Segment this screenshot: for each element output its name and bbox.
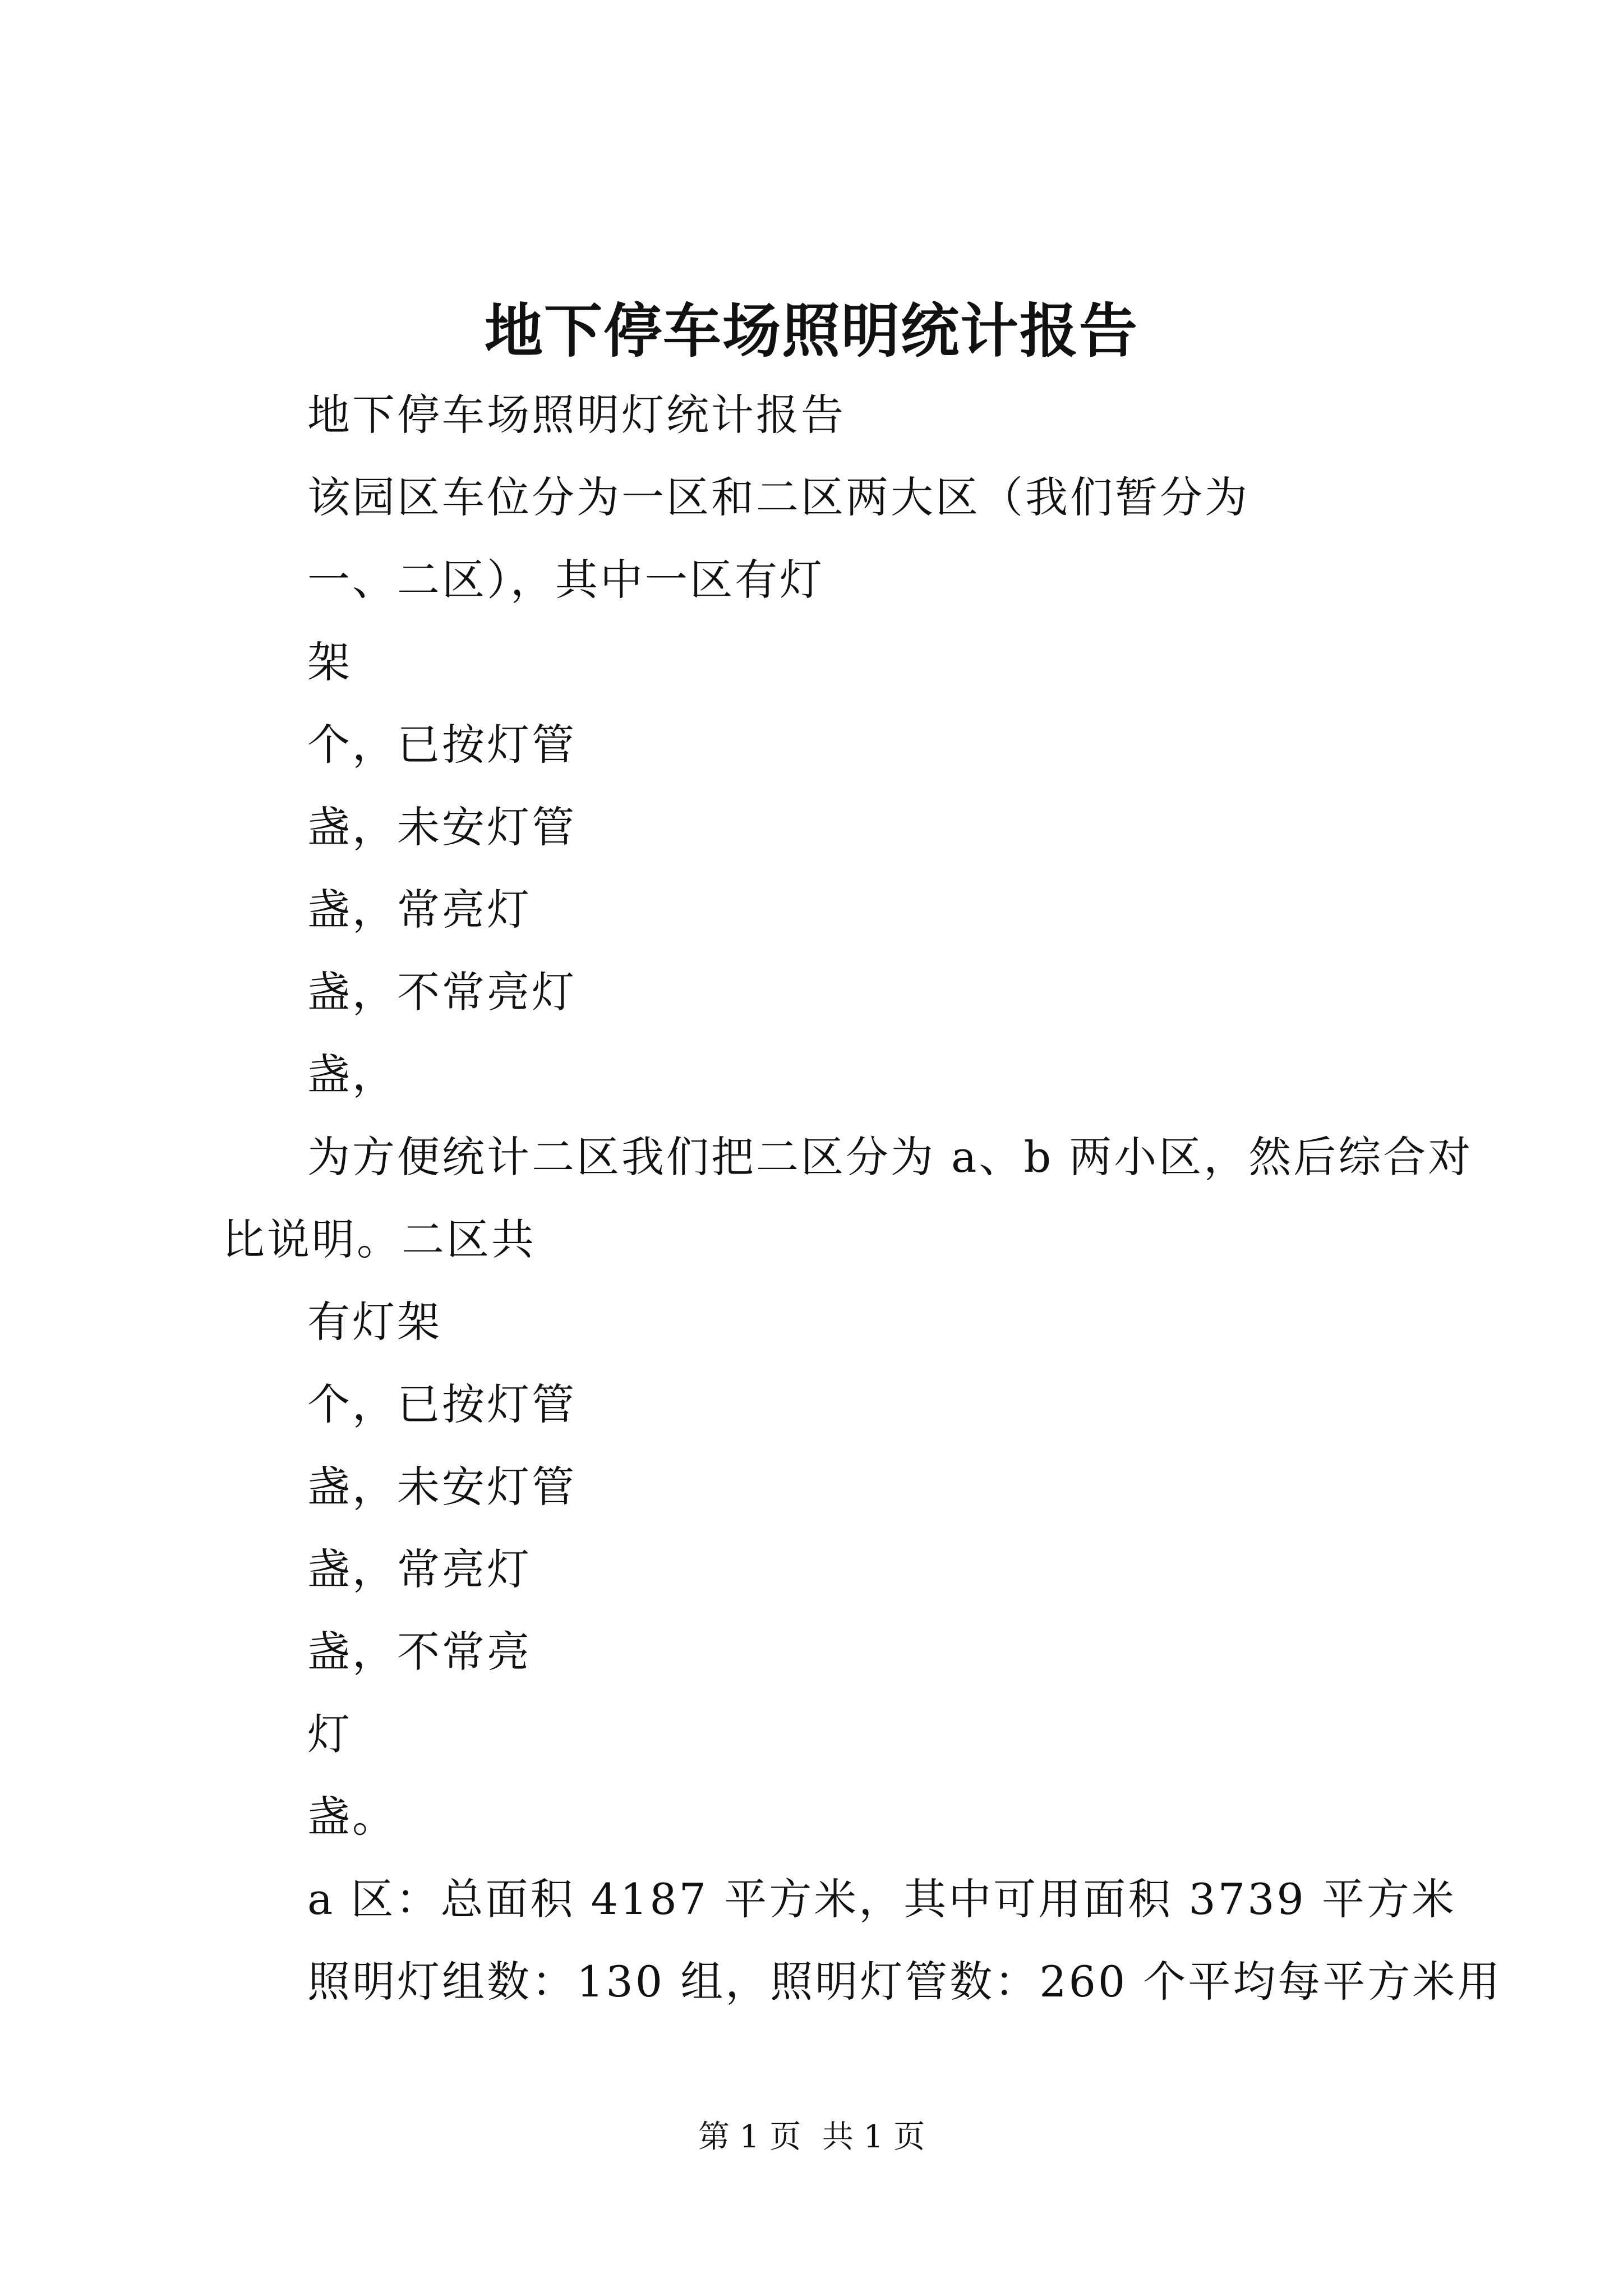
body-line-13: 个，已按灯管: [307, 1379, 577, 1429]
body-line-7: 盏，常亮灯: [307, 885, 532, 935]
body-line-4: 架: [307, 637, 352, 687]
body-line-18: 盏。: [307, 1792, 397, 1842]
body-line-11: 比说明。二区共: [222, 1214, 536, 1264]
body-line-8: 盏，不常亮灯: [307, 967, 577, 1017]
body-line-5: 个，已按灯管: [307, 720, 577, 770]
page-footer: [0, 2115, 1623, 2160]
body-line-15: 盏，常亮灯: [307, 1544, 532, 1594]
body-line-20: 照明灯组数：130 组，照明灯管数：260 个平均每平方米用: [307, 1957, 1502, 2007]
body-line-16: 盏，不常亮: [307, 1627, 532, 1677]
body-line-9: 盏，: [307, 1050, 397, 1099]
body-line-17: 灯: [307, 1709, 352, 1759]
body-line-3: 一、二区），其中一区有灯: [307, 555, 824, 605]
page-number: 第 1 页: [698, 2119, 801, 2155]
body-line-14: 盏，未安灯管: [307, 1462, 577, 1512]
body-line-2: 该园区车位分为一区和二区两大区（我们暂分为: [307, 472, 1249, 522]
body-line-6: 盏，未安灯管: [307, 802, 577, 852]
body-line-1: 地下停车场照明灯统计报告: [307, 390, 846, 440]
body-line-10: 为方便统计二区我们把二区分为 a、b 两小区，然后综合对: [307, 1132, 1473, 1182]
document-title: 地下停车场照明统计报告: [484, 296, 1138, 365]
page-total: 共 1 页: [822, 2119, 925, 2155]
body-line-19: a 区：总面积 4187 平方米，其中可用面积 3739 平方米: [307, 1874, 1456, 1924]
body-line-12: 有灯架: [307, 1297, 442, 1347]
